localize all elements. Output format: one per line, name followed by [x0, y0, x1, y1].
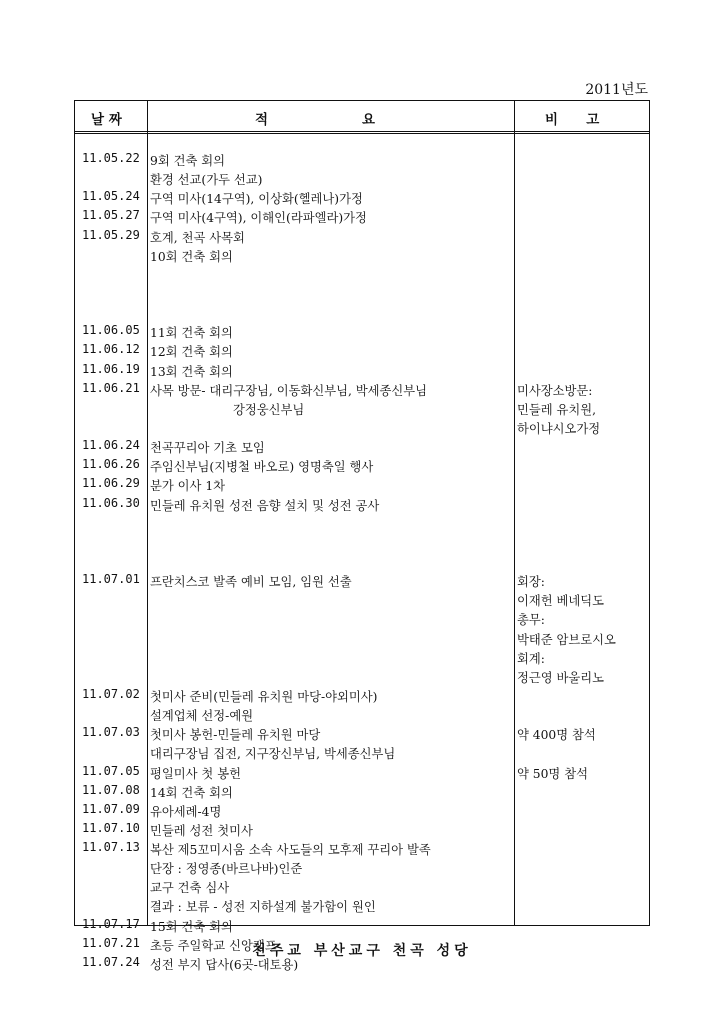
- table-row: [75, 571, 649, 590]
- row-content: 구역 미사(4구역), 이해인(라파엘라)가정: [150, 211, 367, 226]
- row-date: 11.07.24: [82, 954, 140, 969]
- table-row: [75, 629, 649, 648]
- row-date: 11.05.27: [82, 208, 140, 223]
- row-content: 결과 : 보류 - 성전 지하설계 불가함이 원인: [150, 900, 376, 915]
- row-content: 초등 주일학교 신앙캠프: [150, 938, 277, 953]
- table-row: [75, 896, 649, 915]
- table-row: [75, 705, 649, 724]
- row-content: 교구 건축 심사: [150, 881, 230, 896]
- table-row: [75, 284, 649, 303]
- row-date: 11.07.21: [82, 935, 140, 950]
- row-content: 14회 건축 회의: [150, 785, 233, 800]
- table-row: [75, 380, 649, 399]
- table-row: [75, 552, 649, 571]
- table-row: [75, 227, 649, 246]
- row-date: 11.06.12: [82, 342, 140, 357]
- row-date: 11.06.29: [82, 476, 140, 491]
- row-content: 15회 건축 회의: [150, 919, 233, 934]
- row-content: 프란치스코 발족 예비 모임, 임원 선출: [150, 575, 352, 590]
- row-content: 9회 건축 회의: [150, 154, 226, 168]
- table-row: [75, 590, 649, 609]
- table-row: [75, 724, 649, 743]
- table-row: [75, 246, 649, 265]
- row-date: 11.07.17: [82, 916, 140, 931]
- table-row: [75, 456, 649, 475]
- table-row: [75, 858, 649, 877]
- row-content: 구역 미사(14구역), 이상화(헬레나)가정: [150, 192, 363, 207]
- table-row: [75, 782, 649, 801]
- row-date: 11.05.29: [82, 227, 140, 242]
- table-row: [75, 609, 649, 628]
- row-content: 첫미사 준비(민들레 유치원 마당-야외미사): [150, 689, 378, 704]
- row-note: 하이냐시오가정: [517, 421, 601, 436]
- table-row: [75, 303, 649, 322]
- table-row: [75, 399, 649, 418]
- header-note: 비 고: [545, 112, 600, 128]
- table-row: [75, 763, 649, 782]
- row-date: 11.06.24: [82, 438, 140, 453]
- row-note: 박태준 암브로시오: [517, 632, 616, 647]
- row-content: 단장 : 정영종(바르나바)인준: [150, 862, 303, 877]
- row-content: 주임신부님(지병철 바오로) 영명축일 행사: [150, 460, 374, 475]
- row-date: 11.06.19: [82, 361, 140, 376]
- row-date: 11.05.22: [82, 151, 140, 165]
- table-row: [75, 437, 649, 456]
- row-date: 11.05.24: [82, 189, 140, 204]
- table-row: [75, 743, 649, 762]
- row-content: 사목 방문- 대리구장님, 이동화신부님, 박세종신부님: [150, 383, 428, 398]
- table-row: [75, 820, 649, 839]
- row-content: 환경 선교(가두 선교): [150, 173, 263, 188]
- table-row: [75, 361, 649, 380]
- row-date: 11.07.09: [82, 801, 140, 816]
- row-note: 회장:: [517, 575, 545, 590]
- table-row: [75, 322, 649, 341]
- table-row: [75, 475, 649, 494]
- row-content: 11회 건축 회의: [150, 326, 233, 341]
- row-content: 13회 건축 회의: [150, 364, 233, 379]
- year-label: 2011년도: [585, 82, 648, 98]
- table-row: [75, 877, 649, 896]
- row-date: 11.07.03: [82, 725, 140, 740]
- row-content: 천곡꾸리아 기초 모임: [150, 441, 265, 456]
- row-note: 정근영 바울리노: [517, 670, 605, 685]
- row-note: 약 50명 참석: [517, 766, 588, 781]
- row-date: 11.07.13: [82, 840, 140, 855]
- row-content: 12회 건축 회의: [150, 345, 233, 360]
- table-row: [75, 514, 649, 533]
- row-note: 약 400명 참석: [517, 728, 596, 743]
- row-date: 11.07.02: [82, 686, 140, 701]
- row-note: 회계:: [517, 651, 545, 666]
- table-row: [75, 265, 649, 284]
- row-content: 민들레 유치원 성전 음향 설치 및 성전 공사: [150, 498, 380, 513]
- table-row: [75, 667, 649, 686]
- row-content: 호계, 천곡 사목회: [150, 230, 245, 245]
- table-row: [75, 495, 649, 514]
- row-date: 11.07.10: [82, 820, 140, 835]
- header-summary: 적 요: [255, 112, 376, 128]
- row-date: 11.07.08: [82, 782, 140, 797]
- table-row: [75, 188, 649, 207]
- table-body: [75, 150, 649, 973]
- row-content: 대리구장님 집전, 지구장신부님, 박세종신부님: [150, 747, 396, 762]
- table-row: [75, 169, 649, 188]
- row-content: 유아세례-4명: [150, 804, 222, 819]
- row-note: 총무:: [517, 613, 545, 628]
- header-date: 날 짜: [91, 112, 122, 128]
- table-row: [75, 839, 649, 858]
- row-date: 11.07.05: [82, 763, 140, 778]
- table-row: [75, 648, 649, 667]
- row-content: 강정웅신부님: [233, 402, 305, 417]
- row-content: 평일미사 첫 봉헌: [150, 766, 241, 781]
- row-date: 11.06.26: [82, 457, 140, 472]
- table-row: [75, 533, 649, 552]
- row-date: 11.06.05: [82, 323, 140, 338]
- row-note: 이재헌 베네딕도: [517, 594, 605, 609]
- row-content: 10회 건축 회의: [150, 249, 233, 264]
- table-row: [75, 207, 649, 226]
- row-note: 민들레 유치원,: [517, 402, 597, 417]
- row-content: 설계업체 선정-예원: [150, 709, 254, 724]
- row-note: 미사장소방문:: [517, 383, 593, 398]
- header-divider: [75, 131, 649, 134]
- table-row: [75, 801, 649, 820]
- table-row: [75, 686, 649, 705]
- table-row: [75, 418, 649, 437]
- table-row: [75, 150, 649, 169]
- row-date: 11.06.30: [82, 495, 140, 510]
- row-content: 첫미사 봉헌-민들레 유치원 마당: [150, 728, 321, 743]
- table-row: [75, 341, 649, 360]
- row-content: 민들레 성전 첫미사: [150, 823, 253, 838]
- table-row: [75, 916, 649, 935]
- parish-footer: 천주교 부산교구 천곡 성당: [252, 943, 472, 959]
- row-date: 11.06.21: [82, 380, 140, 395]
- row-content: 성전 부지 답사(6곳-대토용): [150, 957, 299, 972]
- row-date: 11.07.01: [82, 572, 140, 587]
- row-content: 복산 제5꼬미시움 소속 사도들의 모후제 꾸리아 발족: [150, 843, 431, 858]
- row-content: 분가 이사 1차: [150, 479, 226, 494]
